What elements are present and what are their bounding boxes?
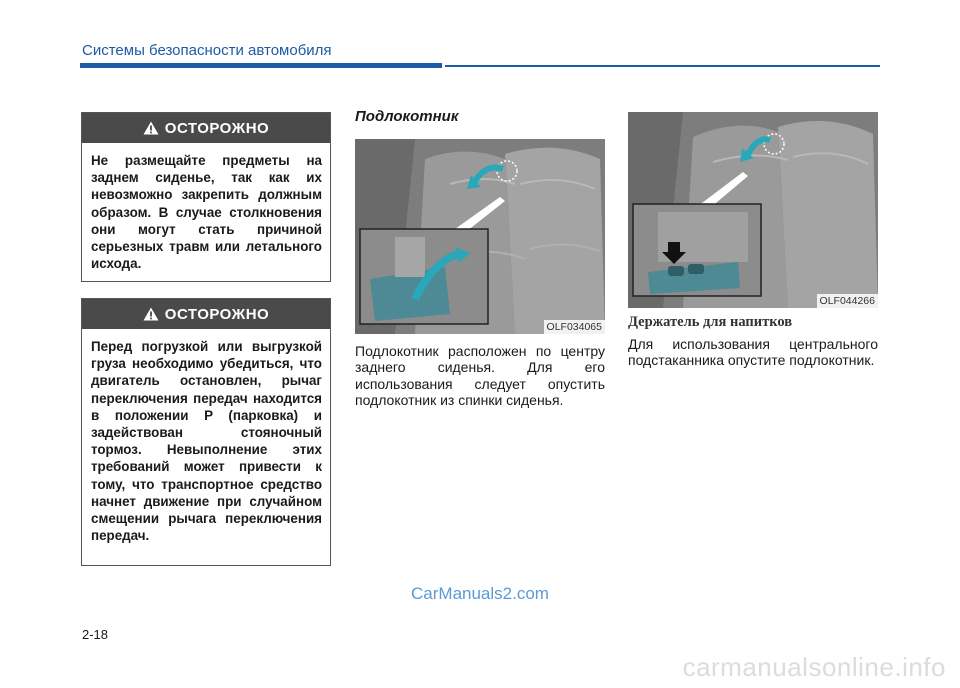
header-rule-thin	[445, 65, 880, 67]
warning-label-2: ОСТОРОЖНО	[164, 305, 270, 323]
warning-triangle-icon	[143, 121, 159, 135]
armrest-photo	[355, 139, 605, 334]
cupholder-section-title: Держатель для напитков	[628, 314, 793, 330]
cupholder-description: Для использования центрального подстаканника опустите подлокотник.	[628, 336, 878, 369]
warning-text-1: Не размещайте предметы на заднем сиденье, так как их невозможно закрепить должным образом. В случае столкновения они могут стать причиной серьезных травм или летального исхода.	[91, 153, 322, 272]
warning-box-2	[81, 298, 331, 566]
section-header-title: Системы безопасности автомобиля	[82, 42, 332, 59]
watermark-link[interactable]: CarManuals2.com	[411, 584, 549, 603]
rear-seat-cupholder-illustration	[628, 112, 878, 308]
rear-seat-illustration	[355, 139, 605, 334]
armrest-description: Подлокотник расположен по центру заднего сиденья. Для его использования следует опустить подлокотник из спинки сиденья.	[355, 343, 605, 409]
warning-box-1	[81, 112, 331, 282]
warning-header-2	[82, 299, 330, 329]
warning-header-1	[82, 113, 330, 143]
site-watermark: carmanualsonline.info	[682, 652, 946, 682]
cupholder-photo	[628, 112, 878, 308]
cupholder-image-code: OLF044266	[817, 294, 878, 308]
armrest-image-code: OLF034065	[544, 320, 605, 334]
page-number: 2-18	[82, 627, 109, 642]
warning-triangle-icon	[143, 307, 159, 321]
warning-label-1: ОСТОРОЖНО	[164, 119, 270, 137]
armrest-section-title: Подлокотник	[355, 108, 459, 125]
warning-text-2: Перед погрузкой или выгрузкой груза необходимо убедиться, что двигатель остановлен, рычаг переключения передач находится в положении P (парковка) и задействован стояночный тормоз. Невыполнение этих требований может привести к тому, что транспортное средство начнет движение при случайном смещении рычага переключения передач.	[91, 339, 322, 544]
header-rule-thick	[80, 63, 442, 68]
